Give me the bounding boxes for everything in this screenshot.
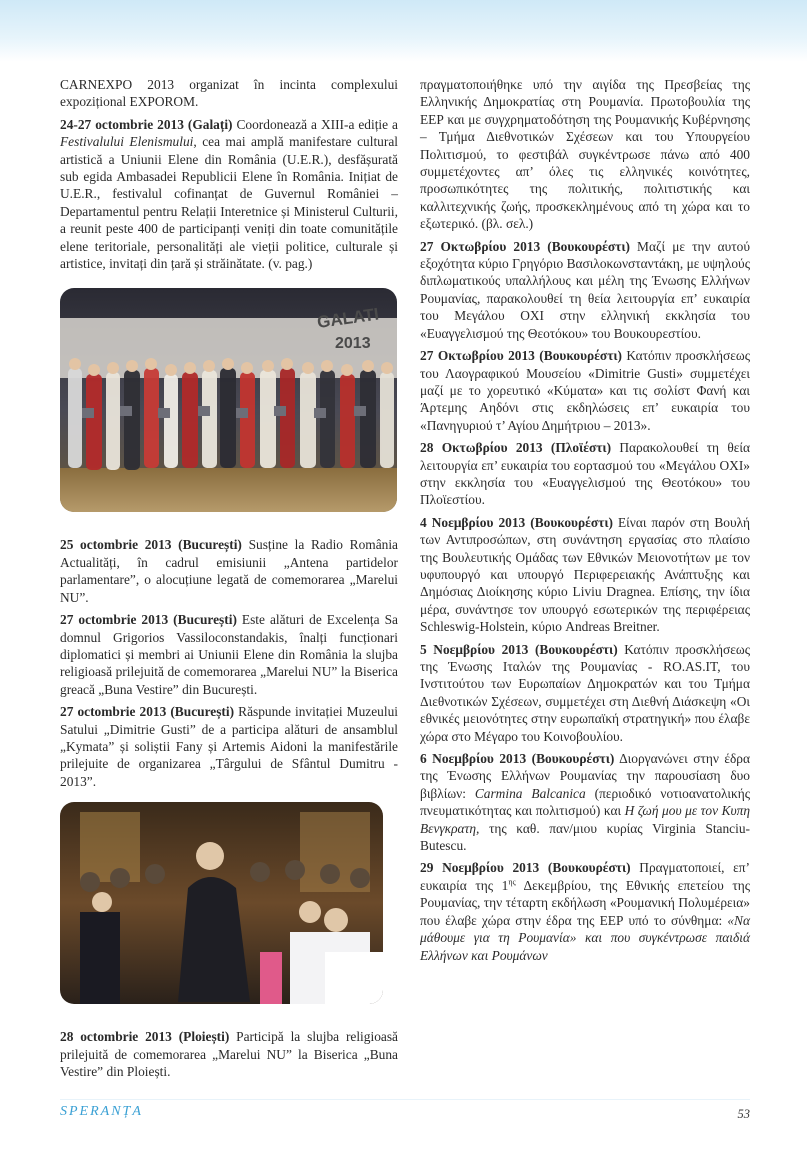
- page-number: 53: [737, 1107, 750, 1121]
- magazine-title: SPERANȚA: [60, 1104, 143, 1119]
- paragraph-nov4-parliament: [420, 514, 750, 636]
- svg-text:GALATI: GALATI: [315, 304, 380, 333]
- paragraph-text: Este alături de Excelența Sa domnul Grigorios Vassiloconstandakis, înalți funcționari diplomatici și membri ai Uniunii Elene din România la slujba religioasă prilejuită de comemorarea „Marelui NU” la Biserica greacă „Buna Vestire” din București.: [60, 612, 398, 697]
- paragraph-superscript: ης: [508, 877, 516, 887]
- festival-stage-photo: [60, 288, 397, 512]
- paragraph-text: Coordonează a XIII-a ediție a: [232, 116, 398, 132]
- church-ceremony-photo: [60, 802, 383, 1004]
- paragraph-text: Răspunde invitației Muzeului Satului „Dimitrie Gusti” de a participa alături de ansamblul „Kymata” și soliștii Fany și Artemis Aidoni la manifestările prilejuite de organizarea „Târgului de Sfântul Dumitru - 2013”.: [60, 704, 398, 789]
- paragraph-festival-greek: [420, 76, 750, 233]
- paragraph-nov6-books: [420, 750, 750, 854]
- paragraph-muzeul-satului: [60, 703, 398, 790]
- paragraph-date: 27 octombrie 2013 (București): [60, 612, 237, 628]
- paragraph-text: Παρακολουθεί τη θεία λειτουργία επ’ ευκαιρία του εορτασμού του «Μεγάλου ΟΧΙ» στην εκκλησία του «Ευαγγελισμού της Θεοτόκου» του Πλοϊεστίου.: [420, 440, 750, 508]
- paragraph-date: 25 octombrie 2013 (București): [60, 537, 242, 553]
- paragraph-italic: Carmina Balcanica: [474, 785, 586, 801]
- paragraph-date: 6 Νοεμβρίου 2013 (Βουκουρέστι): [420, 751, 615, 767]
- paragraph-date: 27 Οκτωβρίου 2013 (Βουκουρέστι): [420, 238, 630, 254]
- paragraph-text: Διοργανώνει στην έδρα της Ένωσης Ελλήνων Ρουμανίας την παρουσίαση δυο βιβλίων:: [420, 751, 751, 801]
- paragraph-date: 24-27 octombrie 2013 (Galați): [60, 116, 233, 132]
- header-band: [0, 0, 807, 62]
- paragraph-text: Πραγματοποιεί, επ’ ευκαιρία της 1: [420, 860, 750, 893]
- paragraph-text: Κατόπιν προσκλήσεως της Ένωσης Ιταλών της Ρουμανίας - RO.AS.IT, του Ινστιτούτου των Ευρωπαίων Δημοκρατών και του Τμήμα Διεθνοτικών Σχέσεων, συμμετέχει στη Διεθνή Διάσκεψη «Οι εθνικές μειονότητες στην ευρωπαϊκή στρατηγική» που έλαβε χώρα στο Μέγαρο του Κοινοβουλίου.: [420, 641, 750, 744]
- paragraph-text: , cea mai amplă manifestare cultural artistică a Uniunii Elene din România (U.E.R.), desfășurată sub egida Ambasadei Republicii Elene în România. Inițiat de U.E.R., festivalul cofinanțat de Guvernul României – Departamentul pentru Relații Interetnice și Ministerul Culturii, a reunit peste 400 de participanți veniți din toate comunitățile elene teritoriale, personalități ale vieții politice, culturale și artistice, invitați din țară și străinătate. (v. pag.): [60, 134, 398, 272]
- paragraph-text: Δεκεμβρίου, της Εθνικής επετείου της Ρουμανίας, την τέταρτη εκδήλωση «Ρουμανική Πολυμέρεια» που έλαβε χώρα στην έδρα της ΕΕΡ υπό το σύνθημα:: [420, 877, 750, 928]
- paragraph-text: Μαζί με την αυτού εξοχότητα κύριο Γρηγόριο Βασιλοκωνσταντάκη, με υψηλούς διπλωματικούς υπαλλήλους και μέλη της Ένωσης Ελλήνων Ρουμανίας, παρακολουθεί τη θεία λειτουργία επ’ ευκαιρία του Μεγάλου ΟΧΙ στην ελληνική εκκλησία του «Ευαγγελισμού της Θεοτόκου» του Βουκουρεστίου.: [420, 238, 750, 341]
- paragraph-oct27-church: [420, 238, 750, 342]
- paragraph-carnexpo: [60, 76, 398, 111]
- paragraph-italic: «Να μάθουμε για τη Ρουμανία» και που συγκέντρωσε παιδιά Ελλήνων και Ρουμάνων: [420, 912, 750, 963]
- left-column: [60, 76, 398, 1085]
- paragraph-radio-romania: [60, 536, 398, 606]
- paragraph-text: Κατόπιν προσκλήσεως του Λαογραφικού Μουσείου «Dimitrie Gusti» συμμετέχει μαζί με το χορευτικό «Κύματα» και τις σολίστ Φανή και Άρτεμης Αηδόνι στις εκδηλώσεις επ’ ευκαιρία του «Πανηγυριού τ’ Αγίου Δημήτριου – 2013».: [420, 348, 750, 433]
- paragraph-date: 28 octombrie 2013 (Ploiești): [60, 1029, 230, 1045]
- paragraph-date: 27 Οκτωβρίου 2013 (Βουκουρέστι): [420, 348, 622, 364]
- paragraph-buna-vestire: [60, 611, 398, 698]
- paragraph-text: CARNEXPO 2013 organizat în incinta complexului expozițional EXPOROM.: [60, 77, 398, 110]
- paragraph-italic: Η ζωή μου με τον Κυπη Βενγκρατη,: [420, 803, 751, 836]
- paragraph-text: Participă la slujba religioasă prilejuită de comemorarea „Marelui NU” la Biserica „Buna Vestire” din Ploiești.: [60, 1029, 398, 1079]
- paragraph-oct27-museum: [420, 347, 750, 434]
- paragraph-text: (περιοδικό νοτιοανατολικής πνευματικότητας και πολιτισμού) και: [420, 785, 750, 819]
- right-column: [420, 76, 750, 969]
- footer-divider: [60, 1099, 750, 1100]
- paragraph-date: 5 Νοεμβρίου 2013 (Βουκουρέστι): [420, 641, 618, 657]
- paragraph-galati-festival: [60, 116, 398, 273]
- paragraph-date: 29 Νοεμβρίου 2013 (Βουκουρέστι): [420, 860, 631, 876]
- paragraph-nov29-polymeria: [420, 859, 750, 963]
- paragraph-text: της καθ. παν/μιου κυρίας Virginia Stanciu-Butescu.: [420, 820, 750, 854]
- paragraph-italic: Festivalului Elenismului: [60, 134, 194, 150]
- paragraph-date: 28 Οκτωβρίου 2013 (Πλοϊέστι): [420, 440, 612, 456]
- paragraph-text: πραγματοποιήθηκε υπό την αιγίδα της Πρεσβείας της Ελληνικής Δημοκρατίας στη Ρουμανία. Πρωτοβουλία της ΕΕΡ και με συγχρηματοδότηση της Ρουμανικής Κυβέρνησης – Τμήμα Διεθνοτικών Σχέσεων και του Υπουργείου Πολιτισμού, το φεστιβάλ συγκέντρωσε πάνω από 400 συμμετέχοντες απ’ όλες τις ελληνικές κοινότητες, προσωπικότητες της πολιτικής, πολιτιστικής και καλλιτεχνικής ζωής, προσκεκλημένους από τη χώρα και το εξωτερικό. (βλ. σελ.): [420, 77, 750, 232]
- paragraph-date: 27 octombrie 2013 (București): [60, 704, 235, 720]
- paragraph-date: 4 Νοεμβρίου 2013 (Βουκουρέστι): [420, 514, 613, 530]
- paragraph-text: Susține la Radio România Actualități, în cadrul emisiunii „Antena partidelor parlamentare”, o alocuțiune legată de comemorarea „Marelui NU”.: [60, 537, 398, 605]
- paragraph-oct28-ploiesti: [420, 439, 750, 509]
- paragraph-ploiesti: [60, 1028, 398, 1080]
- paragraph-nov5-conference: [420, 641, 750, 745]
- paragraph-text: Είναι παρόν στη Βουλή των Αντιπροσώπων, στη συνάντηση εργασίας στο πλαίσιο της Βουλευτικής Ομάδας των Εθνικών Μειονοτήτων με τον υφυπουργό και υπουργό Περιφερειακής Ανάπτυξης και Δημόσιας Διοίκησης κύριο Liviu Dragnea. Επίσης, την ίδια μέρα, συνάντησε τον υπουργό εσωτερικών της περιφέρειας Schleswig-Holstein, κύριο Andreas Breitner.: [420, 514, 751, 635]
- svg-text:2013: 2013: [335, 335, 371, 353]
